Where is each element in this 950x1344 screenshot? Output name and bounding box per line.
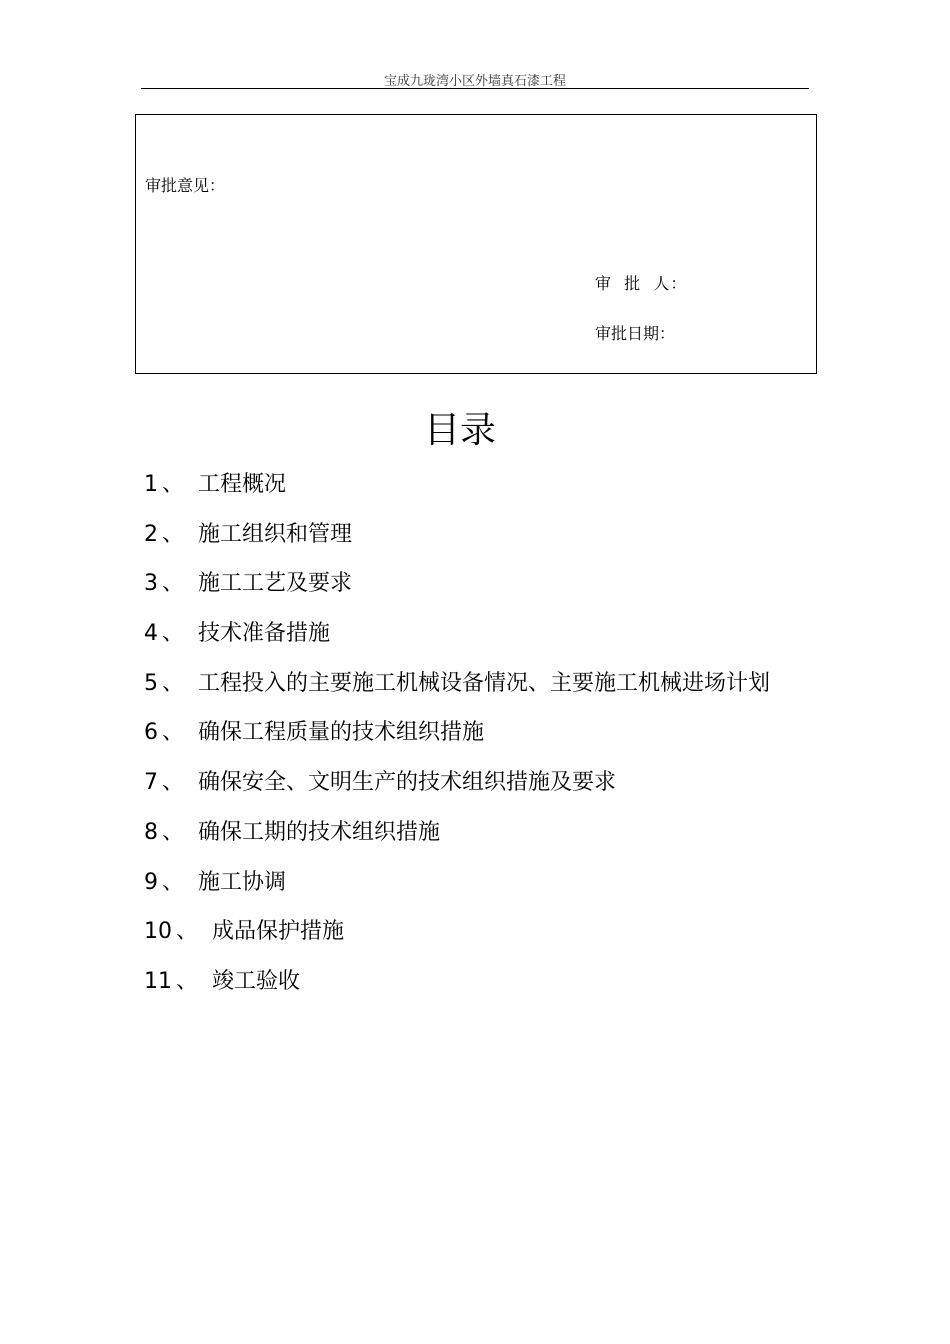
toc-item-text: 工程概况 — [198, 472, 287, 497]
toc-item-text: 施工协调 — [198, 869, 287, 895]
toc-item-separator: 、 — [162, 571, 185, 597]
toc-item[interactable] — [144, 470, 770, 520]
approval-opinion-label: 审批意见： — [145, 176, 226, 195]
toc-item-text: 工程投入的主要施工机械设备情况、主要施工机械进场计划 — [198, 670, 771, 696]
toc-item[interactable] — [144, 868, 770, 918]
toc-item-separator: 、 — [162, 621, 185, 647]
toc-item-text: 成品保护措施 — [212, 919, 345, 945]
header-divider — [141, 88, 809, 89]
toc-item-separator: 、 — [162, 521, 185, 547]
approval-date-label: 审批日期： — [595, 324, 676, 343]
toc-title: 目录 — [423, 410, 496, 451]
toc-item-number: 7 — [144, 770, 158, 796]
toc-item-text: 施工工艺及要求 — [198, 571, 353, 597]
toc-item-separator: 、 — [176, 968, 199, 994]
toc-item[interactable] — [144, 768, 770, 818]
toc-item[interactable] — [144, 917, 770, 967]
toc-item[interactable] — [144, 718, 770, 768]
toc-item-text: 确保工程质量的技术组织措施 — [198, 720, 485, 746]
toc-item-number: 5 — [144, 670, 158, 696]
approver-label-text: 审 批 人： — [595, 274, 688, 293]
toc-item-text: 施工组织和管理 — [198, 521, 353, 547]
toc-item-text: 竣工验收 — [212, 968, 301, 994]
toc-item-number: 9 — [144, 869, 158, 895]
toc-item-text: 确保工期的技术组织措施 — [198, 819, 441, 845]
approver-label — [595, 271, 687, 294]
toc-item-separator: 、 — [162, 869, 185, 895]
toc-item-separator: 、 — [162, 472, 185, 497]
toc-item-number: 3 — [144, 571, 158, 597]
toc-item[interactable] — [144, 967, 770, 1017]
toc-item-number: 4 — [144, 621, 158, 647]
toc-item-separator: 、 — [162, 770, 185, 796]
toc-item-separator: 、 — [162, 819, 185, 845]
toc-item[interactable] — [144, 818, 770, 868]
toc-item[interactable] — [144, 619, 770, 669]
toc-item-number: 10 — [144, 919, 172, 945]
toc-item[interactable] — [144, 569, 770, 619]
toc-item-separator: 、 — [176, 919, 199, 945]
toc-item-number: 11 — [144, 968, 172, 994]
toc-item-number: 1 — [144, 472, 158, 497]
approval-box — [135, 114, 817, 374]
toc-item-text: 技术准备措施 — [198, 621, 331, 647]
toc-item-separator: 、 — [162, 720, 185, 746]
toc-item-separator: 、 — [162, 670, 185, 696]
toc-item-number: 2 — [144, 521, 158, 547]
toc-item[interactable] — [144, 669, 770, 719]
page-header-title: 宝成九珑湾小区外墙真石漆工程 — [383, 74, 566, 89]
toc-list — [144, 470, 770, 1017]
toc-item-number: 8 — [144, 819, 158, 845]
toc-item[interactable] — [144, 520, 770, 570]
toc-item-number: 6 — [144, 720, 158, 746]
toc-item-text: 确保安全、文明生产的技术组织措施及要求 — [198, 770, 617, 796]
